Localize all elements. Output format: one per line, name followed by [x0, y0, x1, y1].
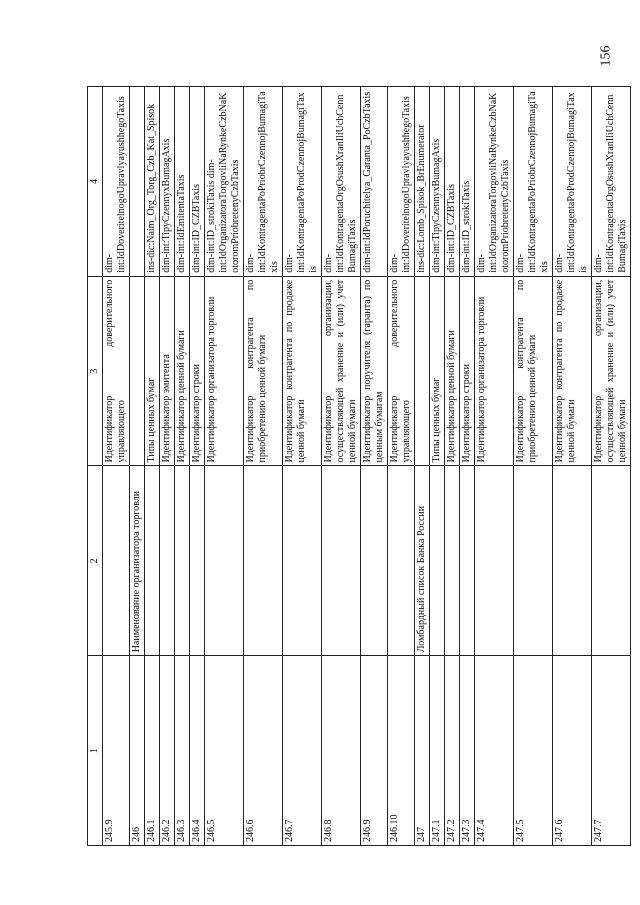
row-number: 246.3 [175, 656, 190, 846]
row-description: Идентификатор контрагента по продаже ценной бумаги [283, 276, 322, 466]
header-col-3: 3 [88, 276, 103, 466]
row-number: 247 [415, 656, 430, 846]
row-name [430, 466, 445, 656]
row-code: dim-int:ID_strokiTaxis [460, 87, 475, 277]
row-code: dim-int:IdKontragentaOrgOsushXranIliUchCennBumagiTaxis [322, 87, 361, 277]
row-name: Наименование организатора торговли [130, 466, 145, 656]
row-number: 246 [130, 656, 145, 846]
row-name [283, 466, 322, 656]
table-row [475, 87, 514, 846]
header-col-2: 2 [88, 466, 103, 656]
table-row [244, 87, 283, 846]
row-description: Идентификатор эмитента [160, 276, 175, 466]
row-name [475, 466, 514, 656]
table-row [103, 87, 130, 846]
row-code: dim-int:IdKontragentaOrgOsushXranIliUchCennBumagiTaxis [592, 87, 631, 277]
row-name [175, 466, 190, 656]
row-code: dim-int:IdDoveritelnogoUpravlyayushhegoTaxis [388, 87, 415, 277]
row-description: Идентификатор строки [190, 276, 205, 466]
table-row [160, 87, 175, 846]
row-number: 247.1 [430, 656, 445, 846]
row-description: Идентификатор контрагента по продаже ценной бумаги [553, 276, 592, 466]
row-number: 247.7 [592, 656, 631, 846]
table-row [514, 87, 553, 846]
row-code: dim-int:TipyCzennyxBumagAxis [430, 87, 445, 277]
row-name [103, 466, 130, 656]
row-number: 247.2 [445, 656, 460, 846]
row-code: dim-int:ID_strokiTaxis dim-int:IdOrganizatoraTorgovliNaRynkeCzbNaKotoromPriobretenyCzbTaxis [205, 87, 244, 277]
row-number: 246.1 [145, 656, 160, 846]
header-col-1: 1 [88, 656, 103, 846]
taxonomy-table [87, 86, 631, 846]
table-row [145, 87, 160, 846]
table-row [322, 87, 361, 846]
row-description: Идентификатор доверительного управляющего [103, 276, 130, 466]
row-description: Идентификатор поручителя (гаранта) по ценным бумагам [361, 276, 388, 466]
row-number: 245.9 [103, 656, 130, 846]
row-name [205, 466, 244, 656]
row-code: dim-int:ID_CZBTaxis [190, 87, 205, 277]
row-number: 246.4 [190, 656, 205, 846]
row-description: Идентификатор контрагента по приобретению ценной бумаги [514, 276, 553, 466]
row-code: dim-int:IdEmitentaTaxis [175, 87, 190, 277]
row-code [130, 87, 145, 277]
row-name [553, 466, 592, 656]
row-description: Идентификатор ценной бумаги [445, 276, 460, 466]
row-code: dim-int:ID_CZBTaxis [445, 87, 460, 277]
table-row [190, 87, 205, 846]
row-name [160, 466, 175, 656]
row-description: Идентификатор доверительного управляющего [388, 276, 415, 466]
row-description: Типы ценных бумаг [430, 276, 445, 466]
table-row [415, 87, 430, 846]
row-number: 246.6 [244, 656, 283, 846]
table-body [103, 87, 631, 846]
row-number: 246.5 [205, 656, 244, 846]
row-name [190, 466, 205, 656]
table-row [445, 87, 460, 846]
table-row [205, 87, 244, 846]
row-number: 246.2 [160, 656, 175, 846]
row-number: 246.9 [361, 656, 388, 846]
row-name [388, 466, 415, 656]
row-name [244, 466, 283, 656]
table-row [553, 87, 592, 846]
row-name [514, 466, 553, 656]
row-description: Идентификатор организатора торговли [475, 276, 514, 466]
row-name [592, 466, 631, 656]
table-row [130, 87, 145, 846]
table-row [361, 87, 388, 846]
rotated-page-content [87, 86, 632, 846]
page-number: 156 [598, 45, 614, 67]
row-code: ins-dic:Naim_Org_Torg_Czb_Kat_Spisok [145, 87, 160, 277]
row-name: Ломбардный список Банка России [415, 466, 430, 656]
row-description: Идентификатор организатора торговли [205, 276, 244, 466]
table-row [592, 87, 631, 846]
row-number: 246.8 [322, 656, 361, 846]
row-code: dim-int:IdKontragentaPoProdCzennojBumagiTaxis [283, 87, 322, 277]
row-code: dim-int:TipyCzennyxBumagAxis [160, 87, 175, 277]
row-number: 247.3 [460, 656, 475, 846]
row-code: dim-int:IdKontragentaPoPriobrCzennojBumagiTaxis [244, 87, 283, 277]
row-name [322, 466, 361, 656]
row-description: Идентификатор организации, осуществляющей хранение и (или) учет ценной бумаги [592, 276, 631, 466]
row-description: Типы ценных бумаг [145, 276, 160, 466]
row-code: dim-int:IdOrganizatoraTorgovliNaRynkeCzbNaKotoromPriobretenyCzbTaxis [475, 87, 514, 277]
row-code: dim-int:IdKontragentaPoProdCzennojBumagiTaxis [553, 87, 592, 277]
row-name [145, 466, 160, 656]
row-code: dim-int:IdPoruchitelya_Garanta_PoCzbTaxis [361, 87, 388, 277]
row-description [415, 276, 430, 466]
header-col-4: 4 [88, 87, 103, 277]
row-name [445, 466, 460, 656]
row-description: Идентификатор строки [460, 276, 475, 466]
row-number: 246.10 [388, 656, 415, 846]
table-row [460, 87, 475, 846]
row-description: Идентификатор контрагента по приобретению ценной бумаги [244, 276, 283, 466]
table-row [283, 87, 322, 846]
row-description: Идентификатор ценной бумаги [175, 276, 190, 466]
row-description: Идентификатор организации, осуществляющей хранение и (или) учет ценной бумаги [322, 276, 361, 466]
row-name [361, 466, 388, 656]
row-name [460, 466, 475, 656]
row-number: 247.6 [553, 656, 592, 846]
header-row [88, 87, 103, 846]
table-row [175, 87, 190, 846]
row-code: dim-int:IdDoveritelnogoUpravlyayushhegoTaxis [103, 87, 130, 277]
row-description [130, 276, 145, 466]
row-number: 247.4 [475, 656, 514, 846]
row-number: 247.5 [514, 656, 553, 846]
table-row [430, 87, 445, 846]
table-row [388, 87, 415, 846]
row-code: ins-dic:Lomb_Spisok_BrEnumerator [415, 87, 430, 277]
row-code: dim-int:IdKontragentaPoPriobrCzennojBumagiTaxis [514, 87, 553, 277]
row-number: 246.7 [283, 656, 322, 846]
